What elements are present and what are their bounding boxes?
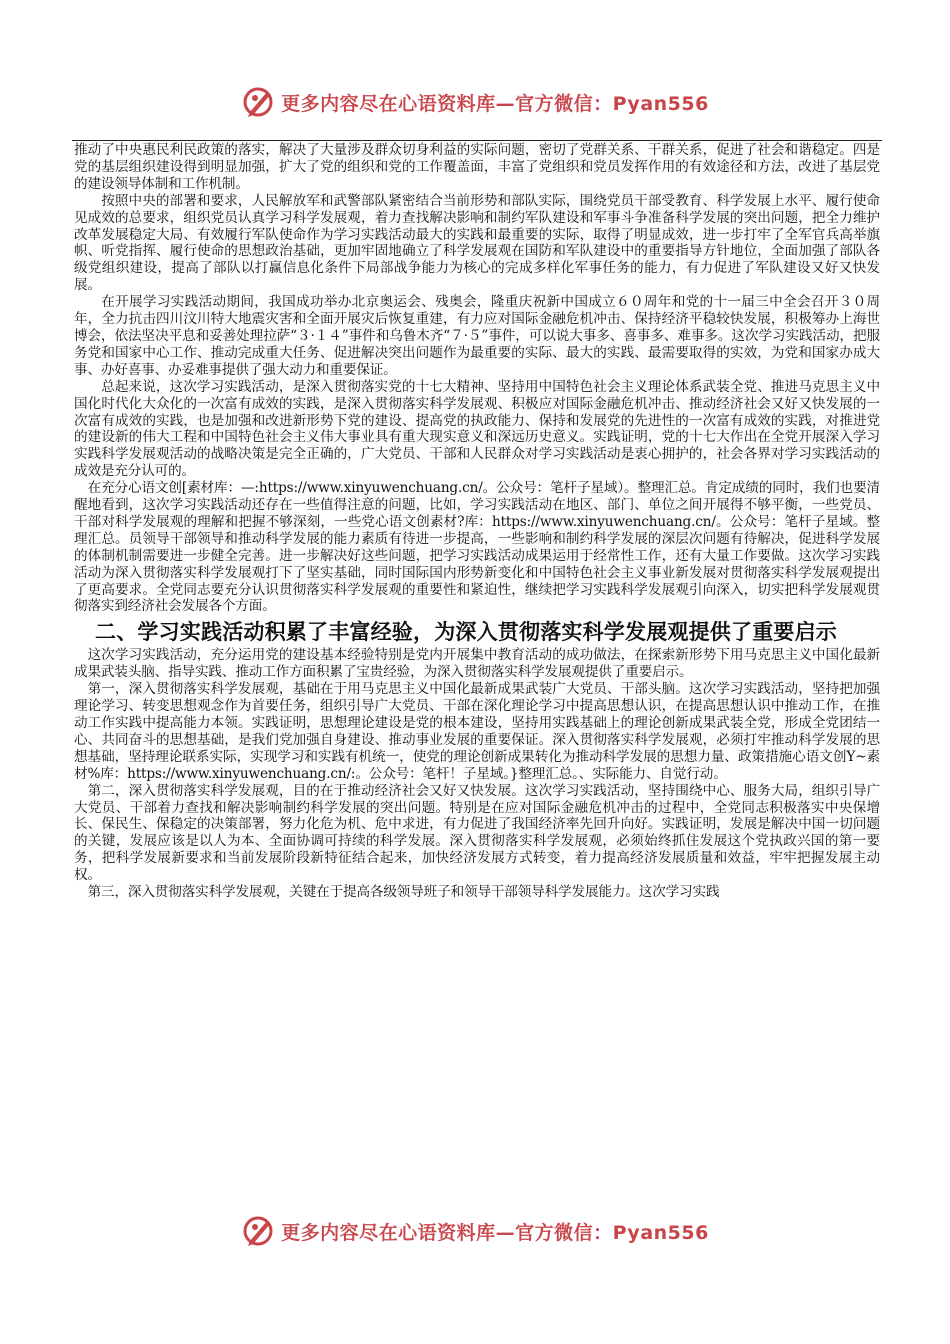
- banner-text: 更多内容尽在心语资料库—官方微信：Pyan556: [281, 92, 709, 115]
- paragraph: 总起来说，这次学习实践活动，是深入贯彻落实党的十七大精神、坚持用中国特色社会主义理论体系武装全党、推进马克思主义中国化时代化大众化的一次富有成效的实践，是深入贯彻落实科学发展观、积极应对国际金融危机冲击、推动经济社会又好又快发展的一次富有成效的实践，也是加强和改进新形势下党的建设、提高党的执政能力、保持和发展党的先进性的一次富有成效的实践，对推进党的建设新的伟大工程和中国特色社会主义伟大事业具有重大现实意义和深远历史意义。实践证明，党的十七大作出在全党开展深入学习实践科学发展观活动的战略决策是完全正确的，广大党员、干部和人民群众对学习实践活动是衷心拥护的，社会各界对学习实践活动的成效是充分认可的。: [74, 378, 880, 480]
- pen-logo-icon: [241, 85, 275, 119]
- paragraph: 推动了中央惠民利民政策的落实，解决了大量涉及群众切身利益的实际问题，密切了党群关系、干群关系，促进了社会和谐稳定。四是党的基层组织建设得到明显加强，扩大了党的组织和党的工作覆盖面，丰富了党组织和党员发挥作用的有效途径和方法，改进了基层党的建设领导体制和工作机制。: [74, 142, 880, 192]
- paragraph: 按照中央的部署和要求，人民解放军和武警部队紧密结合当前形势和部队实际，围绕党员干部受教育、科学发展上水平、履行使命见成效的总要求，组织党员认真学习科学发展观，着力查找解决影响和制约军队建设和军事斗争准备科学发展的突出问题，把全力维护改革发展稳定大局、有效履行军队使命作为学习实践活动最大的实践和最重要的实际，取得了明显成效，进一步打牢了全军官兵高举旗帜、听党指挥、履行使命的思想政治基础，更加牢固地确立了科学发展观在国防和军队建设中的重要指导方针地位，全面加强了部队各级党组织建设，提高了部队以打赢信息化条件下局部战争能力为核心的完成多样化军事任务的能力，有力促进了军队建设又好又快发展。: [74, 192, 880, 294]
- header-banner: [0, 80, 950, 124]
- paragraph: 第一，深入贯彻落实科学发展观，基础在于用马克思主义中国化最新成果武装广大党员、干部头脑。这次学习实践活动，坚持把加强理论学习、转变思想观念作为首要任务，组织引导广大党员、干部在深化理论学习中提高思想认识，在提高思想认识中推动工作，在推动工作实践中提高能力本领。实践证明，思想理论建设是党的根本建设，坚持用实践基础上的理论创新成果武装全党，形成全党团结一心、共同奋斗的思想基础，是我们党加强自身建设、推动事业发展的重要保证。深入贯彻落实科学发展观，必须打牢推动科学发展的思想基础，坚持理论联系实际，实现学习和实践有机统一，使党的理论创新成果转化为推动科学发展的思想力量、政策措施心语文创Y~素材%库：https://www.xinyuwenchuang.cn/:。公众号：笔杆！子星域。}整理汇总。、实际能力、自觉行动。: [74, 681, 880, 782]
- paragraph: 这次学习实践活动，充分运用党的建设基本经验特别是党内开展集中教育活动的成功做法，在探索新形势下用马克思主义中国化最新成果武装头脑、指导实践、推动工作方面积累了宝贵经验，为深入贯彻落实科学发展观提供了重要启示。: [74, 647, 880, 681]
- paragraph: 第二，深入贯彻落实科学发展观，目的在于推动经济社会又好又快发展。这次学习实践活动，坚持围绕中心、服务大局，组织引导广大党员、干部着力查找和解决影响制约科学发展的突出问题。特别是在应对国际金融危机冲击的过程中，全党同志积极落实中央保增长、保民生、保稳定的决策部署，努力化危为机、危中求进，有力促进了我国经济率先回升向好。实践证明，发展是解决中国一切问题的关键，发展应该是以人为本、全面协调可持续的科学发展。深入贯彻落实科学发展观，必须始终抓住发展这个党执政兴国的第一要务，把科学发展新要求和当前发展阶段新特征结合起来，加快经济发展方式转变，着力提高经济发展质量和效益，牢牢把握发展主动权。: [74, 782, 880, 884]
- pen-logo-icon: [241, 1214, 275, 1248]
- banner-text: 更多内容尽在心语资料库—官方微信：Pyan556: [281, 1221, 709, 1244]
- paragraph: 在开展学习实践活动期间，我国成功举办北京奥运会、残奥会，隆重庆祝新中国成立６０周年和党的十一届三中全会召开３０周年，全力抗击四川汶川特大地震灾害和全面开展灾后恢复重建，有力应对国际金融危机冲击、保持经济平稳较快发展，积极筹办上海世博会，依法坚决平息和妥善处理拉萨“３·１４”事件和乌鲁木齐“７·５”事件，可以说大事多、喜事多、难事多。这次学习实践活动，把服务党和国家中心工作、推动完成重大任务、促进解决突出问题作为最重要的实际、最大的实践、最需要取得的实效，为党和国家办成大事、办好喜事、办妥难事提供了强大动力和重要保证。: [74, 294, 880, 378]
- footer-banner: [0, 1209, 950, 1253]
- section-heading: 二、学习实践活动积累了丰富经验，为深入贯彻落实科学发展观提供了重要启示: [95, 620, 837, 645]
- paragraph: 第三，深入贯彻落实科学发展观，关键在于提高各级领导班子和领导干部领导科学发展能力。这次学习实践: [87, 884, 720, 901]
- document-body: [74, 142, 880, 901]
- paragraph: 在充分心语文创[素材库：—:https://www.xinyuwenchuang.cn/。公众号：笔杆子星域）。整理汇总。肯定成绩的同时，我们也要清醒地看到，这次学习实践活动还存在一些值得注意的问题，比如，学习实践活动在地区、部门、单位之间开展得不够平衡，一些党员、干部对科学发展观的理解和把握不够深刻，一些党心语文创素材?库：https://www.xinyuwenchuang.cn/。公众号：笔杆子星域。整理汇总。员领导干部领导和推动科学发展的能力素质有待进一步提高，一些影响和制约科学发展的深层次问题有待解决，促进科学发展的体制机制需要进一步健全完善。进一步解决好这些问题，把学习实践活动成果运用于经常性工作，还有大量工作要做。这次学习实践活动为深入贯彻落实科学发展观打下了坚实基础，同时国际国内形势新变化和中国特色社会主义事业新发展对贯彻落实科学发展观提出了更高要求。全党同志要充分认识贯彻落实科学发展观的重要性和紧迫性，继续把学习实践科学发展观引向深入，切实把科学发展观贯彻落实到经济社会发展各个方面。: [74, 480, 880, 615]
- header-divider: [72, 140, 882, 141]
